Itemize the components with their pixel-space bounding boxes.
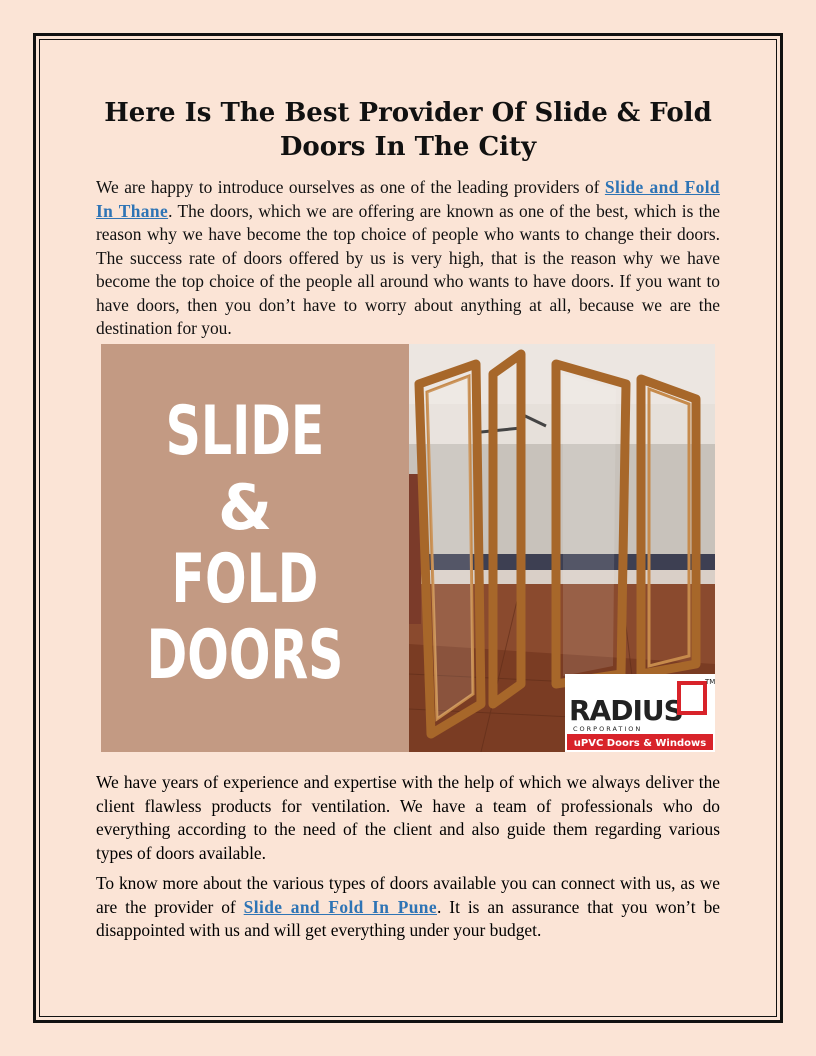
- logo-name: RADIUS: [569, 694, 683, 727]
- banner-line-4: DOORS: [146, 614, 344, 695]
- intro-text-before: We are happy to introduce ourselves as one of the leading providers of: [96, 177, 605, 197]
- slide-fold-pune-link[interactable]: Slide and Fold In Pune: [243, 896, 437, 917]
- article: [96, 96, 720, 341]
- logo-tagline: uPVC Doors & Windows: [573, 738, 707, 749]
- contact-text-before: To know more about the various types of doors available you can connect with us, as we are the provider of: [96, 873, 720, 917]
- experience-paragraph: We have years of experience and expertise with the help of which we always deliver the client flawless products for ventilation. We have a team of professionals who do everything according to the need of the client and also guide them regarding various types of doors available.: [96, 772, 720, 863]
- slide-fold-thane-link[interactable]: Slide and Fold In Thane: [96, 177, 720, 221]
- banner-line-2: &: [217, 471, 273, 544]
- logo-sub: CORPORATION: [573, 725, 643, 733]
- contact-text-after: . It is an assurance that you won’t be disappointed with us and will get everything under your budget.: [96, 896, 720, 940]
- intro-paragraph: [96, 176, 720, 341]
- intro-text-after: . The doors, which we are offering are known as one of the best, which is the reason why we have become the top choice of people who wants to change their doors. The success rate of doors offered by us is very high, that is the reason why we have become the top choice of the people all around who wants to have doors. If you want to have doors, then you don’t have to worry about anything at all, because we are the destination for you.: [96, 200, 720, 338]
- banner-line-1: SLIDE: [165, 390, 325, 471]
- contact-paragraph: [96, 872, 720, 943]
- slide-fold-doors-banner: [101, 344, 715, 752]
- banner-line-3: FOLD: [171, 538, 319, 619]
- logo-tm: TM: [705, 678, 715, 686]
- radius-logo: [565, 674, 715, 752]
- page-title: Here Is The Best Provider Of Slide & Fold Doors In The City: [104, 98, 712, 162]
